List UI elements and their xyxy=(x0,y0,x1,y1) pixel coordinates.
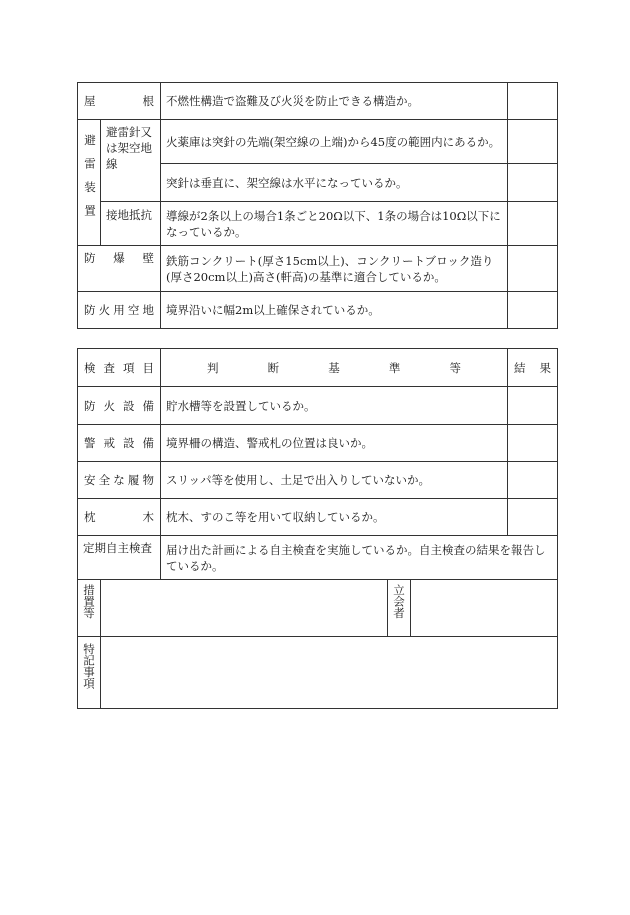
witness-label: 立会者 xyxy=(388,580,411,637)
item-safe-footwear: 安 全 な 履 物 xyxy=(78,462,161,499)
criteria-roof: 不燃性構造で盗難及び火災を防止できる構造か。 xyxy=(161,83,508,120)
item-fire-open-space: 防 火 用 空 地 xyxy=(78,292,161,329)
result-cell[interactable] xyxy=(508,387,558,425)
measures-field[interactable] xyxy=(101,580,388,637)
item-security-equipment: 警 戒 設 備 xyxy=(78,425,161,462)
header-item: 検 査 項 目 xyxy=(78,349,161,387)
item-blast-wall: 防 爆 壁 xyxy=(78,246,161,292)
criteria-safe-footwear: スリッパ等を使用し、土足で出入りしていないか。 xyxy=(161,462,508,499)
header-result: 結 果 xyxy=(508,349,558,387)
item-lightning-rod: 避雷針又は架空地線 xyxy=(101,120,161,202)
notes-field[interactable] xyxy=(101,637,558,709)
result-cell[interactable] xyxy=(508,202,558,246)
result-cell[interactable] xyxy=(508,462,558,499)
inspection-table-upper xyxy=(77,82,558,329)
result-cell[interactable] xyxy=(508,120,558,164)
criteria-blast-wall: 鉄筋コンクリート(厚さ15cm以上)、コンクリートブロック造り(厚さ20cm以上)高さ(軒高)の基準に適合しているか。 xyxy=(161,246,508,292)
criteria-fire-open-space: 境界沿いに幅2m以上確保されているか。 xyxy=(161,292,508,329)
criteria-lightning-range: 火薬庫は突針の先端(架空線の上端)から45度の範囲内にあるか。 xyxy=(161,120,508,164)
criteria-lightning-orientation: 突針は垂直に、架空線は水平になっているか。 xyxy=(161,164,508,202)
criteria-fire-equipment: 貯水槽等を設置しているか。 xyxy=(161,387,508,425)
header-criteria: 判 断 基 準 等 xyxy=(161,349,508,387)
witness-field[interactable] xyxy=(411,580,558,637)
result-cell[interactable] xyxy=(508,83,558,120)
criteria-sleepers: 枕木、すのこ等を用いて収納しているか。 xyxy=(161,499,508,536)
item-lightning-group: 避雷装置 xyxy=(78,120,101,246)
result-cell[interactable] xyxy=(508,164,558,202)
item-roof: 屋 根 xyxy=(78,83,161,120)
result-cell[interactable] xyxy=(508,246,558,292)
item-fire-equipment: 防 火 設 備 xyxy=(78,387,161,425)
item-periodic-self-inspection: 定期自主検査 xyxy=(78,536,161,580)
result-cell[interactable] xyxy=(508,499,558,536)
criteria-security-equipment: 境界柵の構造、警戒札の位置は良いか。 xyxy=(161,425,508,462)
result-cell[interactable] xyxy=(508,292,558,329)
criteria-periodic-self-inspection: 届け出た計画による自主検査を実施しているか。自主検査の結果を報告しているか。 xyxy=(161,536,558,580)
result-cell[interactable] xyxy=(508,425,558,462)
measures-label: 措置等 xyxy=(78,580,101,637)
notes-label: 特記事項 xyxy=(78,637,101,709)
inspection-table-lower xyxy=(77,348,558,709)
item-ground-resistance: 接地抵抗 xyxy=(101,202,161,246)
item-sleepers: 枕 木 xyxy=(78,499,161,536)
criteria-ground-resistance: 導線が2条以上の場合1条ごと20Ω以下、1条の場合は10Ω以下になっているか。 xyxy=(161,202,508,246)
